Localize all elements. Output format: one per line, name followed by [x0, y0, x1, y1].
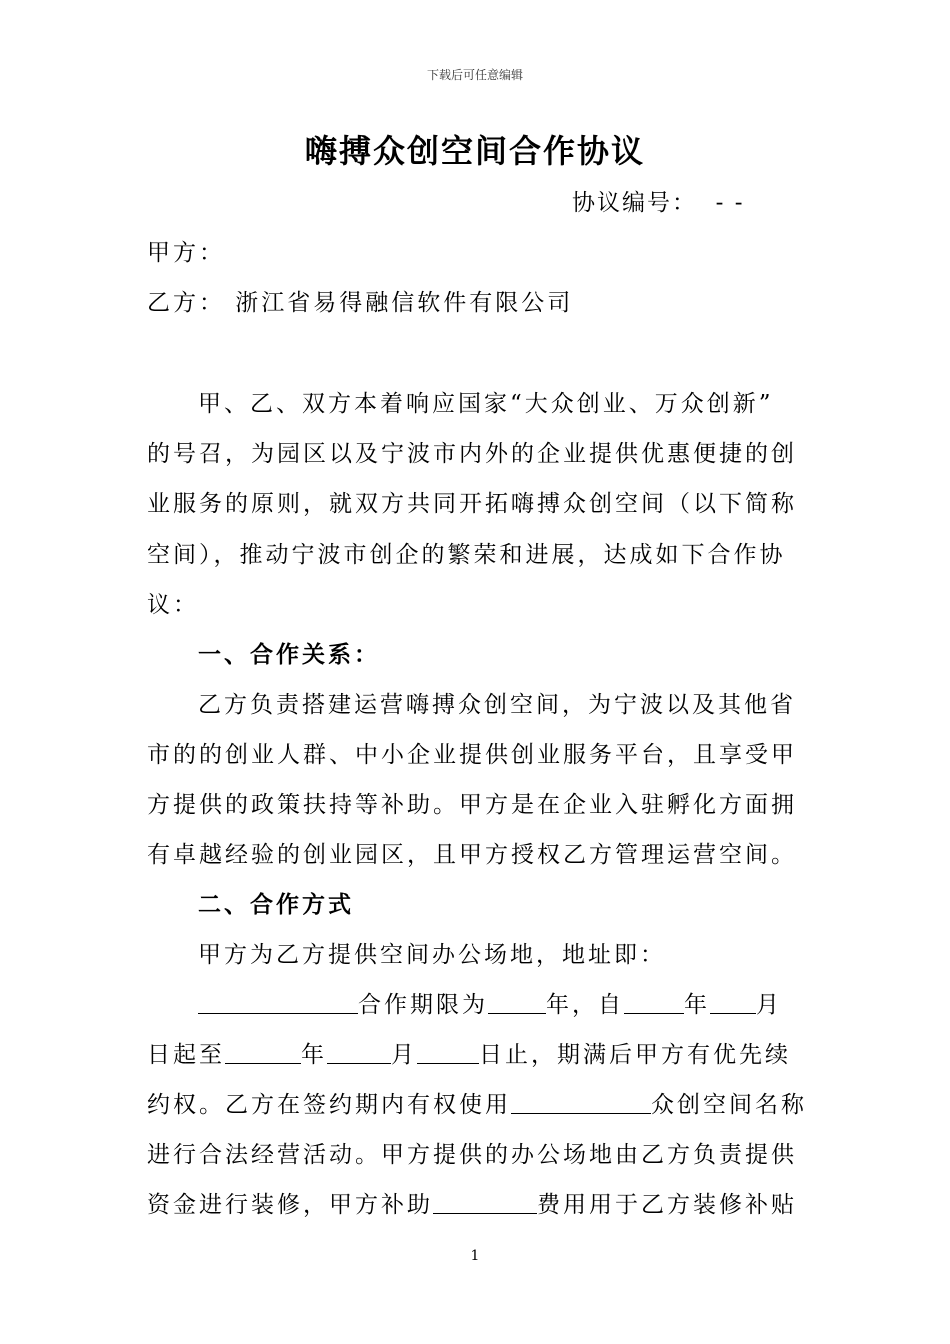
text-fragment: 约权。乙方在签约期内有权使用 [147, 1092, 511, 1118]
section-1-line: 乙方负责搭建运营嗨搏众创空间，为宁波以及其他省 [198, 692, 796, 718]
document-title: 嗨搏众创空间合作协议 [304, 132, 645, 170]
page-number: 1 [470, 1248, 480, 1264]
section-2-line: 甲方为乙方提供空间办公场地，地址即： [198, 942, 666, 968]
intro-line: 空间），推动宁波市创企的繁荣和进展，达成如下合作协 [147, 542, 786, 568]
intro-line: 的号召，为园区以及宁波市内外的企业提供优惠便捷的创 [147, 441, 797, 467]
text-fragment: 日止，期满后甲方有优先续 [479, 1042, 791, 1068]
header-note: 下载后可任意编辑 [426, 68, 523, 82]
text-fragment: 众创空间名称 [651, 1092, 807, 1118]
fill-blank[interactable] [624, 991, 684, 1014]
fill-blank[interactable] [327, 1041, 391, 1064]
section-2-line [198, 986, 858, 1019]
section-2-heading: 二、合作方式 [198, 891, 354, 918]
fill-blank[interactable] [417, 1041, 479, 1064]
text-fragment: 月 [391, 1042, 417, 1068]
section-2-line: 进行合法经营活动。甲方提供的办公场地由乙方负责提供 [147, 1142, 797, 1168]
text-fragment: 资金进行装修，甲方补助 [147, 1192, 433, 1218]
section-2-line [147, 1186, 807, 1219]
section-1-heading: 一、合作关系： [198, 641, 380, 668]
agreement-number: 协议编号： - - [572, 190, 745, 216]
text-fragment: 月 [756, 992, 782, 1018]
party-a-line: 甲方： [147, 240, 225, 266]
fill-blank[interactable] [198, 991, 358, 1014]
text-fragment: 合作期限为 [358, 992, 488, 1018]
text-fragment: 费用用于乙方装修补贴 [537, 1192, 797, 1218]
section-1-line: 方提供的政策扶持等补助。甲方是在企业入驻孵化方面拥 [147, 792, 797, 818]
text-fragment: 年，自 [546, 992, 624, 1018]
fill-blank[interactable] [488, 991, 546, 1014]
intro-line: 甲、乙、双方本着响应国家“大众创业、万众创新” [198, 391, 774, 417]
fill-blank[interactable] [511, 1091, 651, 1114]
text-fragment: 年 [301, 1042, 327, 1068]
section-2-line [147, 1086, 807, 1119]
section-1-line: 市的的创业人群、中小企业提供创业服务平台，且享受甲 [147, 742, 797, 768]
text-fragment: 日起至 [147, 1042, 225, 1068]
fill-blank[interactable] [225, 1041, 301, 1064]
fill-blank[interactable] [433, 1191, 537, 1214]
intro-line: 议： [147, 592, 199, 618]
section-1-line: 有卓越经验的创业园区，且甲方授权乙方管理运营空间。 [147, 842, 797, 868]
intro-line: 业服务的原则，就双方共同开拓嗨搏众创空间（以下简称 [147, 491, 797, 517]
section-2-line [147, 1036, 807, 1069]
text-fragment: 年 [684, 992, 710, 1018]
fill-blank[interactable] [710, 991, 756, 1014]
party-b-line: 乙方： 浙江省易得融信软件有限公司 [147, 290, 574, 316]
